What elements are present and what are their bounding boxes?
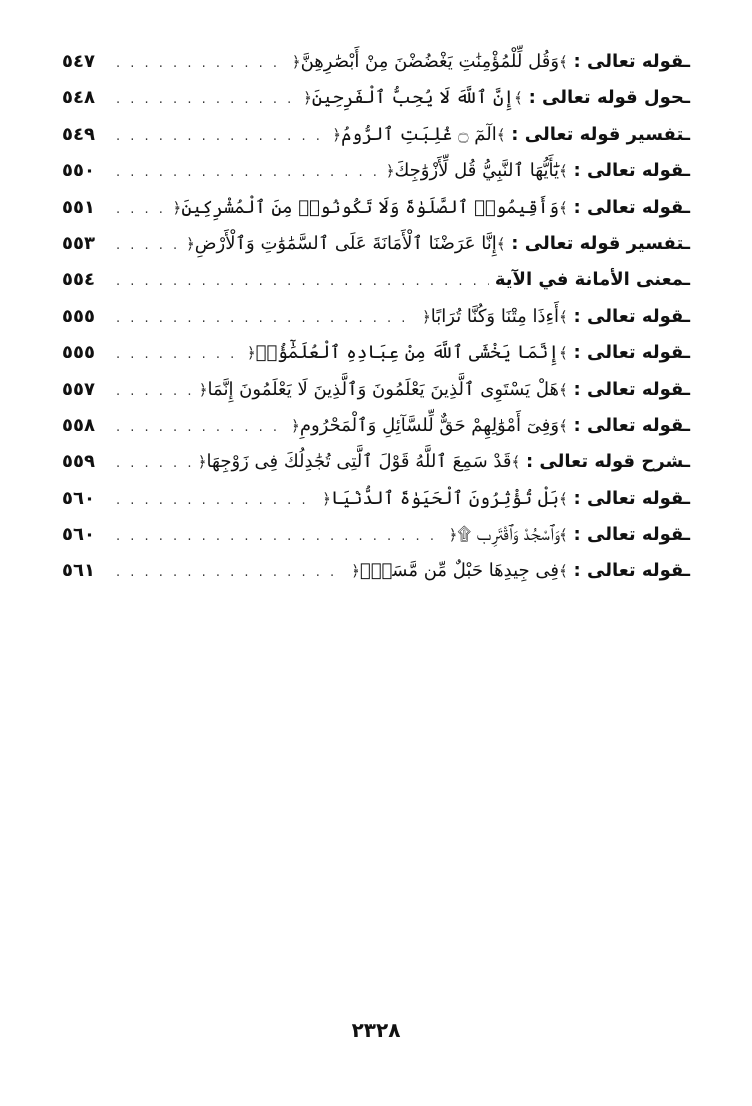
toc-entry-label: ـمعنى الأمانة في الآية [494,269,690,291]
toc-entry-label: ـتفسير قوله تعالى : [511,123,690,145]
quran-verse: وَفِىٓ أَمْوَٰلِهِمْ حَقٌّ لِّلسَّآئِلِ وَٱلْمَحْرُومِ [299,414,560,436]
toc-entry [62,481,690,517]
quran-verse: وَأَقِيمُوا۟ ٱلصَّلَوٰةَ وَلَا تَكُونُوا۟ مِنَ ٱلْمُشْرِكِينَ [181,196,560,218]
page-number: ٢٣٢٨ [351,1018,401,1042]
quran-verse: يَٰٓأَيُّهَا ٱلنَّبِيُّ قُل لِّأَزْوَٰجِكَ [394,160,560,182]
ornate-bracket-close-icon: ﴿ [351,562,360,581]
dot-leader [116,446,192,482]
ornate-bracket-close-icon: ﴿ [421,307,431,326]
quran-verse: هَلْ يَسْتَوِى ٱلَّذِينَ يَعْلَمُونَ وَٱلَّذِينَ لَا يَعْلَمُونَ إِنَّمَا [207,378,560,400]
ornate-bracket-open-icon: ﴾ [559,53,568,71]
ornate-bracket-close-icon: ﴿ [332,125,342,144]
ornate-bracket-open-icon: ﴾ [559,307,568,326]
quran-verse: قَدْ سَمِعَ ٱللَّهُ قَوْلَ ٱلَّتِى تُجَٰدِلُكَ فِى زَوْجِهَا [206,451,512,473]
dot-leader [116,374,193,410]
quran-verse: وَقُل لِّلْمُؤْمِنَٰتِ يَغْضُضْنَ مِنْ أَبْصَٰرِهِنَّ [300,51,560,72]
dot-leader [116,46,286,82]
toc-entry-label: ـقوله تعالى : [573,560,690,582]
ornate-bracket-open-icon: ﴾ [511,453,521,472]
toc-entry-label: ـقوله تعالى : [573,160,690,182]
quran-verse: أَءِذَا مِتْنَا وَكُنَّا تُرَابًا [430,305,560,327]
toc-entry-label: ـقوله تعالى : [573,51,690,72]
ornate-bracket-open-icon: ﴾ [496,234,506,253]
ornate-bracket-open-icon: ﴾ [514,89,523,108]
toc-entry-page: ٥٥٥ [62,342,95,364]
toc-entry-title [199,372,690,408]
quran-verse: إِنَّمَا يَخْشَى ٱللَّهَ مِنْ عِبَادِهِ ٱلْعُلَمَٰٓؤُا۟ [255,342,560,364]
ornate-bracket-close-icon: ﴿ [385,162,395,181]
ornate-bracket-open-icon: ﴾ [559,162,568,181]
ornate-bracket-open-icon: ﴾ [559,526,568,545]
toc-entry-title [449,517,690,553]
toc-entry-title [247,335,690,371]
toc-entry-page: ٥٤٩ [62,123,95,145]
toc-entry-title [291,408,690,444]
toc-entry [62,117,690,153]
toc-entry [62,517,690,553]
toc-entry-label: ـقوله تعالى : [573,487,690,509]
toc-entry [62,299,690,335]
toc-entry-page: ٥٦٠ [62,487,95,509]
toc-entry [62,262,690,298]
toc-entry-page: ٥٥٥ [62,305,95,327]
toc-entry-page: ٥٥٧ [62,378,95,400]
quran-verse: بَلْ تُؤْثِرُونَ ٱلْحَيَوٰةَ ٱلدُّنْيَا [330,487,560,509]
toc-entry-label: ـقوله تعالى : [573,305,690,327]
toc-entry-title [292,44,690,80]
toc-entry-title [386,153,690,189]
toc-entry [62,553,690,589]
ornate-bracket-open-icon: ﴾ [559,489,568,508]
dot-leader [116,555,345,591]
dot-leader [116,82,297,118]
toc-entry-title [422,299,690,335]
toc-entry-title [322,481,690,517]
ornate-bracket-close-icon: ﴿ [185,234,195,253]
quran-verse: الٓمٓ ۝ غُلِبَتِ ٱلرُّومُ [341,123,497,145]
quran-verse: فِى جِيدِهَا حَبْلٌ مِّن مَّسَدٍۭ [359,560,560,582]
dot-leader [116,519,443,555]
quran-verse: إِنَّا عَرَضْنَا ٱلْأَمَانَةَ عَلَى ٱلسَّمَٰوَٰتِ وَٱلْأَرْضِ [194,232,497,254]
dot-leader [116,119,326,155]
ornate-bracket-close-icon: ﴿ [172,198,182,217]
toc-entry [62,153,690,189]
toc-entry-page: ٥٤٨ [62,87,95,109]
ornate-bracket-open-icon: ﴾ [559,198,568,217]
toc-entry-label: ـقوله تعالى : [573,196,690,218]
toc-entry-page: ٥٦٠ [62,524,95,546]
toc-entry-label: ـقوله تعالى : [573,524,690,546]
toc-entry-title [198,444,690,480]
toc-entry-title [495,262,690,298]
toc-entry-label: ـتفسير قوله تعالى : [511,232,690,254]
ornate-bracket-close-icon: ﴿ [197,453,207,472]
ornate-bracket-close-icon: ﴿ [322,489,331,508]
toc-entry [62,444,690,480]
dot-leader [116,228,180,264]
ornate-bracket-close-icon: ﴿ [448,526,458,545]
toc-entry-page: ٥٥١ [62,196,95,218]
ornate-bracket-open-icon: ﴾ [559,416,568,435]
ornate-bracket-open-icon: ﴾ [496,125,506,144]
toc-entry-page: ٥٥٩ [62,451,95,473]
table-of-contents [62,44,690,590]
dot-leader [116,301,416,337]
dot-leader [116,264,489,300]
dot-leader [116,337,241,373]
toc-entry [62,372,690,408]
toc-entry-title [332,117,690,153]
quran-verse: إِنَّ ٱللَّهَ لَا يُحِبُّ ٱلْفَرِحِينَ [311,87,515,109]
toc-entry-title [351,553,690,589]
toc-entry-label: ـقوله تعالى : [573,342,690,364]
toc-entry-page: ٥٥٨ [62,414,95,436]
ornate-bracket-close-icon: ﴿ [303,89,312,108]
toc-entry [62,44,690,80]
dot-leader [116,483,316,519]
toc-entry-label: ـحول قوله تعالى : [528,87,690,109]
toc-entry-label: ـقوله تعالى : [573,414,690,436]
ornate-bracket-open-icon: ﴾ [559,380,568,399]
toc-entry-page: ٥٤٧ [62,51,95,72]
toc-entry-title [173,190,690,226]
toc-entry-page: ٥٥٣ [62,232,95,254]
dot-leader [116,410,285,446]
toc-entry-page: ٥٥٠ [62,160,95,182]
toc-entry [62,335,690,371]
ornate-bracket-close-icon: ﴿ [246,344,256,363]
toc-entry [62,408,690,444]
toc-entry [62,226,690,262]
ornate-bracket-close-icon: ﴿ [198,380,208,399]
ornate-bracket-open-icon: ﴾ [559,562,568,581]
toc-entry-title [303,80,690,116]
ornate-bracket-close-icon: ﴿ [291,416,300,435]
dot-leader [116,192,167,228]
toc-entry [62,190,690,226]
toc-entry-page: ٥٦١ [62,560,95,582]
ornate-bracket-open-icon: ﴾ [559,344,568,363]
dot-leader [116,155,380,191]
ornate-bracket-close-icon: ﴿ [291,53,301,71]
toc-entry-page: ٥٥٤ [62,269,95,291]
toc-entry-label: ـقوله تعالى : [573,378,690,400]
quran-verse: وَٱسْجُدْ وَٱقْتَرِب ۩ [457,524,560,546]
toc-entry-title [186,226,690,262]
toc-entry-label: ـشرح قوله تعالى : [525,451,690,473]
toc-entry [62,80,690,116]
